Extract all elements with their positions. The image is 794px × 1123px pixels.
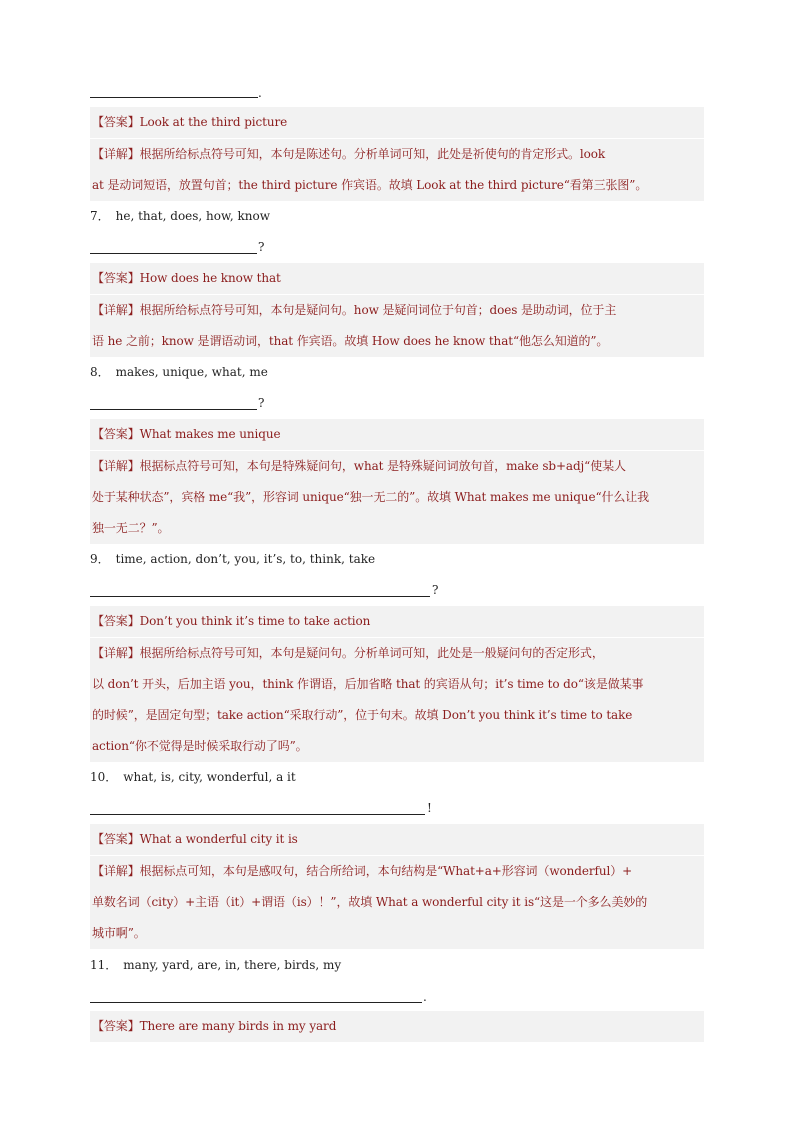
answer-text: There are many birds in my yard (139, 1019, 337, 1033)
detail-text: at 是动词短语，放置句首；the third picture 作宾语。故填 Look at the third picture“看第三张图”。 (92, 178, 648, 192)
detail-row (90, 669, 704, 700)
detail-row (90, 482, 704, 513)
detail-text: 根据所给标点符号可知，本句是陈述句。分析单词可知，此处是祈使句的肯定形式。look (139, 147, 606, 161)
detail-tag: 【详解】 (92, 147, 140, 161)
answer-tag: 【答案】 (92, 115, 140, 129)
answer-blank-line[interactable] (90, 253, 257, 254)
end-punctuation: . (423, 990, 427, 1004)
detail-row (90, 139, 704, 170)
detail-tag: 【详解】 (92, 646, 140, 660)
detail-row (90, 856, 704, 887)
answer-row (90, 824, 704, 856)
detail-row (90, 513, 704, 544)
answer-row (90, 606, 704, 638)
detail-text: 根据所给标点符号可知，本句是疑问句。分析单词可知，此处是一般疑问句的否定形式， (139, 646, 604, 660)
detail-text: 以 don’t 开头，后加主语 you，think 作谓语，后加省略 that 的宾语从句；it’s time to do“该是做某事 (92, 677, 644, 691)
answer-row (90, 1011, 704, 1042)
detail-row (90, 170, 704, 201)
detail-row (90, 638, 704, 669)
detail-text: 城市啊”。 (92, 926, 146, 940)
detail-text: 根据标点可知，本句是感叹句，结合所给词，本句结构是“What+a+形容词（wonderful）+ (139, 864, 633, 878)
question-words: many, yard, are, in, there, birds, my (123, 958, 342, 972)
question-words: makes, unique, what, me (115, 365, 268, 379)
question-number: 11． (90, 958, 118, 972)
detail-row (90, 918, 704, 949)
answer-tag: 【答案】 (92, 614, 140, 628)
end-punctuation: ? (258, 396, 265, 410)
answer-block (90, 606, 704, 762)
answer-text: What a wonderful city it is (139, 832, 298, 846)
detail-tag: 【详解】 (92, 864, 140, 878)
question-number: 10． (90, 770, 118, 784)
detail-row (90, 700, 704, 731)
answer-row (90, 263, 704, 295)
question-number: 9． (90, 552, 110, 566)
question-line (90, 956, 341, 974)
answer-text: What makes me unique (139, 427, 281, 441)
question-line (90, 207, 270, 225)
answer-block (90, 824, 704, 949)
answer-blank-line[interactable] (90, 409, 257, 410)
end-punctuation: ? (432, 583, 439, 597)
detail-text: 语 he 之前；know 是谓语动词，that 作宾语。故填 How does he know that“他怎么知道的”。 (92, 334, 609, 348)
answer-tag: 【答案】 (92, 1019, 140, 1033)
question-line (90, 768, 296, 786)
detail-text: 根据所给标点符号可知，本句是疑问句。how 是疑问词位于句首；does 是助动词，位于主 (139, 303, 617, 317)
answer-tag: 【答案】 (92, 427, 140, 441)
answer-block (90, 107, 704, 201)
end-punctuation: ? (258, 240, 265, 254)
answer-block (90, 263, 704, 357)
question-words: time, action, don’t, you, it’s, to, think, take (115, 552, 376, 566)
answer-row (90, 419, 704, 451)
answer-blank-line[interactable] (90, 1002, 422, 1003)
detail-tag: 【详解】 (92, 459, 140, 473)
detail-text: 单数名词（city）+主语（it）+谓语（is）！”，故填 What a wonderful city it is“这是一个多么美妙的 (92, 895, 648, 909)
detail-text: 的时候”，是固定句型；take action“采取行动”，位于句末。故填 Don’t you think it’s time to take (92, 708, 633, 722)
detail-row (90, 295, 704, 326)
answer-blank-line[interactable] (90, 596, 430, 597)
answer-text: Look at the third picture (139, 115, 288, 129)
answer-text: Don’t you think it’s time to take action (139, 614, 371, 628)
answer-blank-line[interactable] (90, 814, 425, 815)
answer-text: How does he know that (139, 271, 281, 285)
answer-block (90, 419, 704, 544)
detail-text: action“你不觉得是时候采取行动了吗”。 (92, 739, 308, 753)
question-number: 8． (90, 365, 110, 379)
detail-row (90, 451, 704, 482)
question-number: 7． (90, 209, 110, 223)
answer-block (90, 1011, 704, 1042)
detail-text: 独一无二？”。 (92, 521, 170, 535)
detail-row (90, 326, 704, 357)
answer-row (90, 107, 704, 139)
end-punctuation: . (258, 86, 262, 100)
question-words: what, is, city, wonderful, a it (123, 770, 296, 784)
detail-row (90, 731, 704, 762)
detail-text: 根据标点符号可知，本句是特殊疑问句，what 是特殊疑问词放句首，make sb+adj“使某人 (139, 459, 626, 473)
answer-tag: 【答案】 (92, 271, 140, 285)
question-line (90, 550, 375, 568)
answer-tag: 【答案】 (92, 832, 140, 846)
end-punctuation: ! (427, 801, 432, 815)
detail-tag: 【详解】 (92, 303, 140, 317)
detail-row (90, 887, 704, 918)
detail-text: 处于某种状态”，宾格 me“我”，形容词 unique“独一无二的”。故填 What makes me unique“什么让我 (92, 490, 650, 504)
question-words: he, that, does, how, know (115, 209, 270, 223)
answer-blank-line (90, 97, 258, 98)
question-line (90, 363, 268, 381)
